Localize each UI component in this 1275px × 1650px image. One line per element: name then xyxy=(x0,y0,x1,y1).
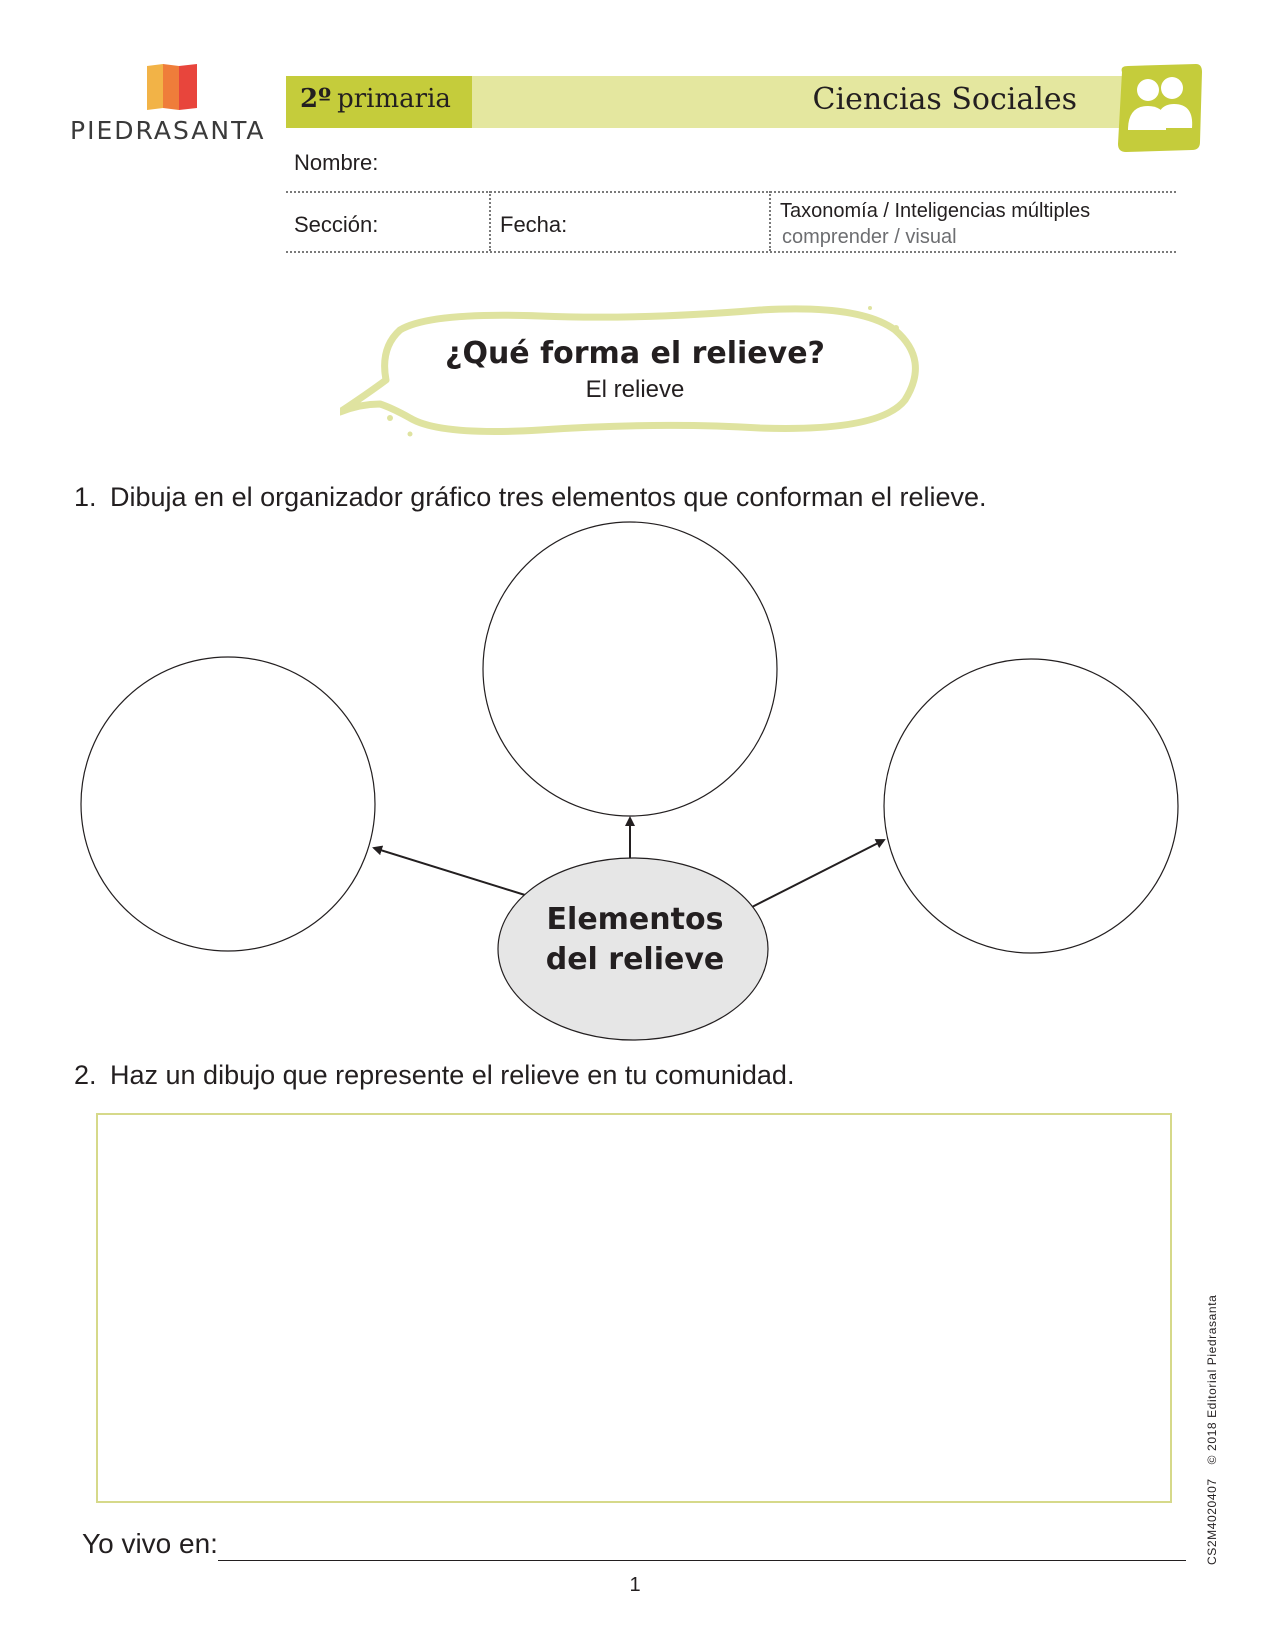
publisher-logo-text: PIEDRASANTA xyxy=(70,116,266,145)
question-2-text: Haz un dibujo que represente el relieve en tu comunidad. xyxy=(110,1060,795,1090)
product-code: CS2M4020407 xyxy=(1205,1478,1219,1565)
arrow-right xyxy=(752,840,884,907)
section-field-label: Sección: xyxy=(294,212,379,237)
circle-right xyxy=(884,659,1178,953)
drawing-area[interactable] xyxy=(96,1113,1172,1503)
live-in-answer-line[interactable] xyxy=(218,1560,1186,1561)
divider-v1 xyxy=(489,191,491,251)
grade-number: 2º xyxy=(300,84,332,114)
circle-top xyxy=(483,522,777,816)
page-number: 1 xyxy=(629,1574,641,1596)
question-2 xyxy=(74,1060,794,1091)
center-label xyxy=(490,900,780,980)
subject-title: Ciencias Sociales xyxy=(812,82,1077,117)
page-title: ¿Qué forma el relieve? xyxy=(445,336,825,371)
copyright-text: © 2018 Editorial Piedrasanta xyxy=(1205,1294,1219,1465)
grade-label xyxy=(300,84,451,114)
divider-bottom xyxy=(286,251,1176,253)
grade-level: primaria xyxy=(337,84,451,114)
center-label-line1: Elementos xyxy=(546,902,724,937)
name-field-label: Nombre: xyxy=(294,150,379,175)
date-field-label: Fecha: xyxy=(500,212,568,237)
question-2-number: 2. xyxy=(74,1060,97,1090)
copyright-vertical xyxy=(1205,1245,1219,1565)
question-1-text: Dibuja en el organizador gráfico tres elementos que conforman el relieve. xyxy=(110,482,987,512)
logo-book-icon xyxy=(145,62,199,112)
question-1-number: 1. xyxy=(74,482,97,512)
taxonomy-subtitle: comprender / visual xyxy=(782,226,957,248)
question-1 xyxy=(74,482,987,513)
circle-left xyxy=(81,657,375,951)
page-subtitle: El relieve xyxy=(585,376,685,403)
live-in-label: Yo vivo en: xyxy=(82,1528,218,1559)
people-icon xyxy=(1114,62,1204,154)
divider-v2 xyxy=(769,191,771,251)
center-label-line2: del relieve xyxy=(545,942,725,977)
divider-top xyxy=(286,191,1176,193)
taxonomy-title: Taxonomía / Inteligencias múltiples xyxy=(780,200,1091,222)
arrow-left xyxy=(374,848,525,895)
